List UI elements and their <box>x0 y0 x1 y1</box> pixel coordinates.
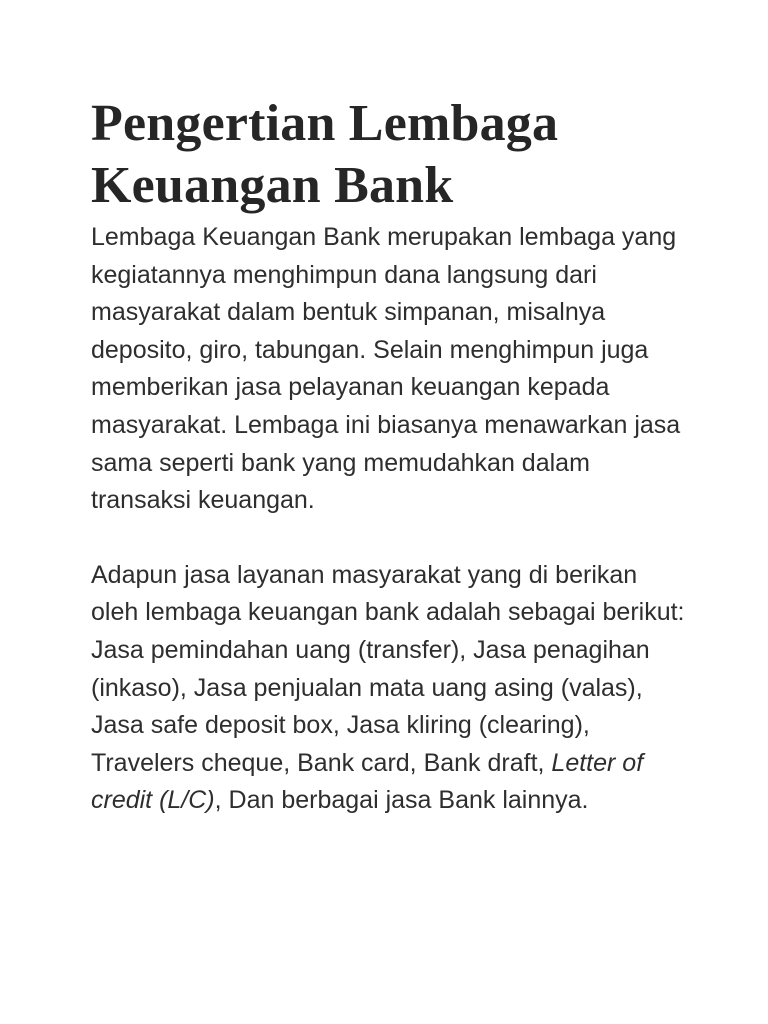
page-title: Pengertian Lembaga Keuangan Bank <box>91 95 559 214</box>
document-page <box>91 93 691 820</box>
services-text-end: , Dan berbagai jasa Bank lainnya. <box>214 786 589 815</box>
paragraph-services <box>91 557 691 820</box>
letter-of-credit-term: Letter of credit (L/C) <box>91 748 644 815</box>
services-text-start: Adapun jasa layanan masyarakat yang di berikan oleh lembaga keuangan bank adalah sebagai berikut: Jasa pemindahan uang (transfer), Jasa penagihan (inkaso), Jasa penjualan mata uang asing (valas), Jasa safe deposit box, Jasa kliring (clearing), Travelers cheque, Bank card, Bank draft, <box>91 560 685 777</box>
paragraph-definition: Lembaga Keuangan Bank merupakan lembaga yang kegiatannya menghimpun dana langsung dari masyarakat dalam bentuk simpanan, misalnya deposito, giro, tabungan. Selain menghimpun juga memberikan jasa pelayanan keuangan kepada masyarakat. Lembaga ini biasanya menawarkan jasa sama seperti bank yang memudahkan dalam transaksi keuangan. <box>91 223 681 515</box>
